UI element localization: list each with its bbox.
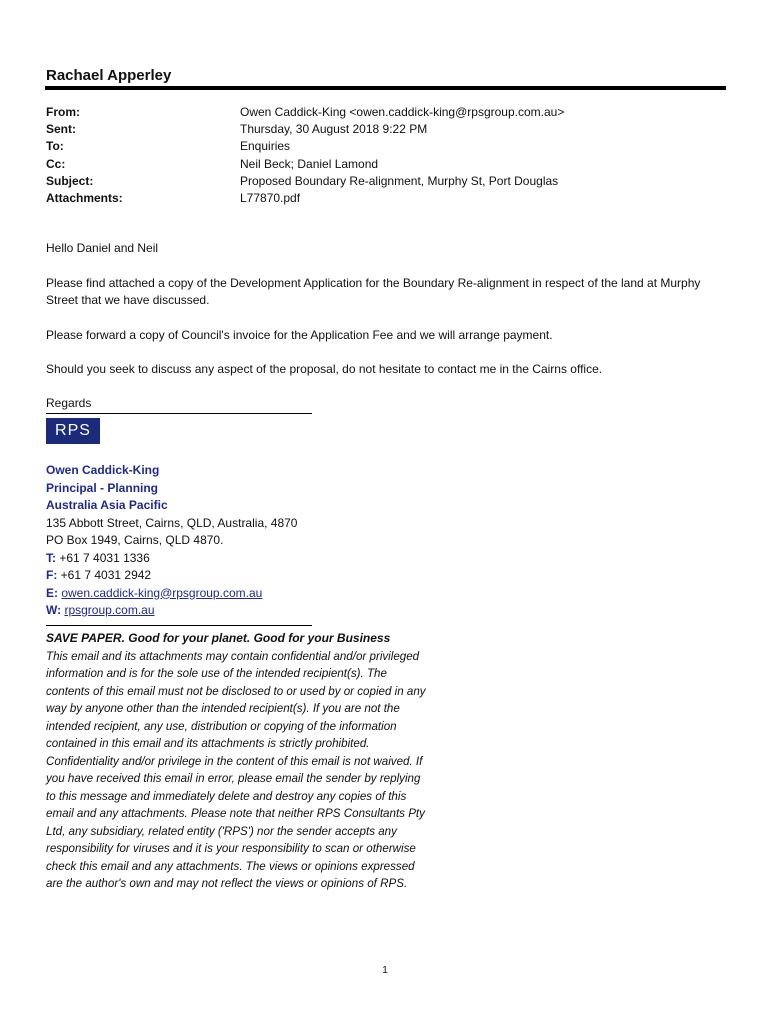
header-label: Sent: <box>46 122 76 137</box>
title-rule <box>45 86 726 90</box>
web-link[interactable]: rpsgroup.com.au <box>64 603 155 617</box>
header-value: Proposed Boundary Re-alignment, Murphy St, Port Douglas <box>240 173 559 188</box>
body-paragraph: Please forward a copy of Council's invoice for the Application Fee and we will arrange payment. <box>46 327 553 342</box>
page-number: 1 <box>382 965 388 976</box>
signature-block <box>46 462 297 620</box>
signature-address: 135 Abbott Street, Cairns, QLD, Australia, 4870 <box>46 515 298 530</box>
page-title: Rachael Apperley <box>46 67 172 84</box>
fax-label: F: <box>46 568 58 582</box>
body-paragraph: Please find attached a copy of the Development Application for the Boundary Re-alignment in respect of the land at Murphy Street that we have discussed. <box>46 275 701 307</box>
email-link[interactable]: owen.caddick-king@rpsgroup.com.au <box>61 585 263 600</box>
greeting: Hello Daniel and Neil <box>46 241 159 255</box>
disclaimer-heading: SAVE PAPER. Good for your planet. Good for your Business <box>46 631 391 645</box>
header-value: Neil Beck; Daniel Lamond <box>240 156 379 171</box>
signature-divider <box>46 625 312 626</box>
signature-region: Australia Asia Pacific <box>46 498 168 512</box>
header-value: Enquiries <box>240 139 291 154</box>
header-label: Attachments: <box>46 190 123 205</box>
web-label: W: <box>46 603 62 617</box>
email-body <box>46 240 726 396</box>
header-label: To: <box>46 139 64 154</box>
disclaimer <box>46 630 426 893</box>
attachment-file[interactable]: L77870.pdf <box>240 190 301 205</box>
signature-role: Principal - Planning <box>46 480 159 495</box>
disclaimer-text: This email and its attachments may contain confidential and/or privileged information and is for the sole use of the intended recipient(s). The contents of this email must not be disclosed to or used by or copied in any way by anyone other than the intended recipient(s). If you are not the intended recipient, any use, distribution or copying of the information contained in this email and its attachments is strictly prohibited. Confidentiality and/or privilege in the content of this email is not waived. If you have received this email in error, please email the sender by replying to this message and immediately delete and destroy any copies of this email and any attachments. Please note that neither RPS Consultants Pty Ltd, any subsidiary, related entity ('RPS') nor the sender accepts any responsibility for viruses and it is your responsibility to scan or otherwise check this email and any attachments. The views or opinions expressed are the author's own and may not reflect the views or opinions of RPS. <box>46 649 426 890</box>
header-label: Cc: <box>46 156 66 171</box>
header-value: Thursday, 30 August 2018 9:22 PM <box>240 122 428 137</box>
signature-fax <box>46 567 297 585</box>
body-paragraph: Should you seek to discuss any aspect of the proposal, do not hesitate to contact me in the Cairns office. <box>46 362 603 376</box>
rps-logo: RPS <box>46 418 100 444</box>
signature-phone <box>46 550 297 568</box>
regards: Regards <box>46 396 92 410</box>
signature-po-box: PO Box 1949, Cairns, QLD 4870. <box>46 533 224 547</box>
header-value: Owen Caddick-King <owen.caddick-king@rpsgroup.com.au> <box>240 105 565 119</box>
phone-value: +61 7 4031 1336 <box>59 550 150 565</box>
fax-value: +61 7 4031 2942 <box>60 568 152 582</box>
phone-label: T: <box>46 550 56 565</box>
email-label: E: <box>46 585 58 600</box>
header-label: Subject: <box>46 173 94 188</box>
signature-web <box>46 602 297 620</box>
header-label: From: <box>46 105 80 119</box>
signature-name: Owen Caddick-King <box>46 463 160 477</box>
signature-email <box>46 585 297 603</box>
signature-divider <box>46 413 312 414</box>
